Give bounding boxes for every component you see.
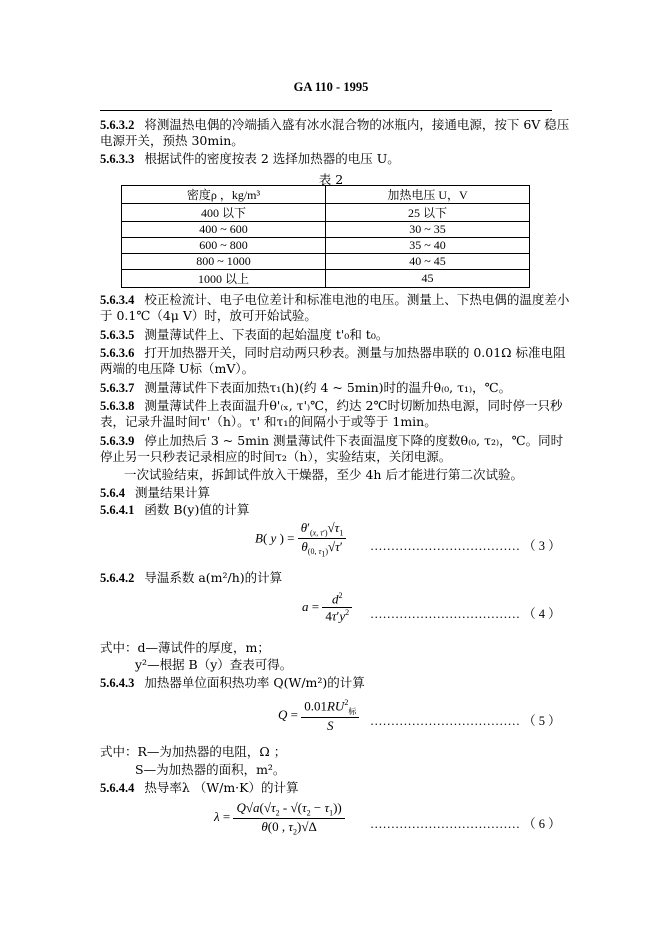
clause-number: 5.6.3.4 bbox=[100, 293, 135, 307]
column-header-density: 密度ρ ，kg/m³ bbox=[122, 186, 326, 204]
clause-number: 5.6.3.2 bbox=[100, 118, 135, 132]
voltage-cell: 30 ~ 35 bbox=[326, 222, 530, 238]
clause-5-6-3-2 bbox=[100, 117, 570, 149]
voltage-cell: 40 ~ 45 bbox=[326, 254, 530, 270]
clause-text: 测量薄试件下表面加热τ₁(h)(约 4 ~ 5min)时的温升θ₍₀, τ₁₎，℃。 bbox=[144, 380, 512, 395]
clause-5-6-4-3 bbox=[100, 675, 570, 691]
formula-4: a = $\frac{d^2}{4\tau'y^2}$ bbox=[302, 591, 632, 631]
page-header: GA 110 - 1995 bbox=[293, 80, 369, 94]
clause-5-6-3-6 bbox=[100, 345, 570, 377]
voltage-cell: 45 bbox=[326, 270, 530, 288]
clause-text: 导温系数 a(m²/h)的计算 bbox=[144, 570, 283, 585]
clause-text: 根据试件的密度按表 2 选择加热器的电压 U。 bbox=[144, 151, 400, 166]
table-caption: 表 2 bbox=[318, 172, 344, 187]
density-voltage-table bbox=[121, 185, 530, 288]
clause-number: 5.6.3.9 bbox=[100, 434, 135, 448]
where-r: 式中：R—为加热器的电阻，Ω ； bbox=[100, 744, 287, 759]
section-number: 5.6.4 bbox=[100, 486, 125, 500]
clause-number: 5.6.3.8 bbox=[100, 399, 135, 413]
clause-5-6-3-3 bbox=[100, 151, 570, 167]
density-cell: 400 以下 bbox=[122, 204, 326, 222]
clause-number: 5.6.4.1 bbox=[100, 503, 135, 517]
clause-number: 5.6.4.4 bbox=[100, 781, 135, 795]
header-rule bbox=[100, 110, 552, 111]
clause-text: 函数 B(y)值的计算 bbox=[144, 502, 250, 517]
formula-3-fraction: $\frac{\theta'_{(x, \tau')}√\tau_1}{\theta_{(0, \tau_1)}√\tau'}$ bbox=[298, 520, 347, 559]
clause-text: 加热器单位面积热功率 Q(W/m²)的计算 bbox=[144, 675, 365, 690]
clause-text: 校正检流计、电子电位差计和标准电池的电压。测量上、下热电偶的温度差小于 0.1℃（4μ V）时，放可开始试验。 bbox=[100, 292, 570, 323]
equation-number: （ 3 ） bbox=[523, 539, 561, 553]
table-row bbox=[122, 204, 530, 222]
formula-6-fraction: $\frac{Q√a(√\tau_2 - √(\tau_2 - \tau_1))}{\theta(0 , \tau_2)√\Delta}$ bbox=[233, 800, 344, 836]
clause-text: 打开加热器开关，同时启动两只秒表。测量与加热器串联的 0.01Ω 标准电阻两端的电压降 U标（mV）。 bbox=[100, 345, 566, 376]
formula-4-leader: ……………………………… （ 4 ） bbox=[370, 607, 561, 621]
table-row bbox=[122, 270, 530, 288]
density-cell: 400 ~ 600 bbox=[122, 222, 326, 238]
formula-5: Q = $\frac{0.01RU^2_标}{S}$ bbox=[278, 698, 608, 738]
where-d: 式中：d—薄试件的厚度，m； bbox=[100, 640, 270, 655]
density-cell: 600 ~ 800 bbox=[122, 238, 326, 254]
clause-text: 将测温热电偶的冷端插入盛有冰水混合物的冰瓶内，接通电源，按下 6V 稳压电源开关，预热 30min。 bbox=[100, 117, 570, 148]
voltage-cell: 25 以下 bbox=[326, 204, 530, 222]
clause-5-6-3-8 bbox=[100, 398, 570, 430]
formula-6: λ = $\frac{Q√a(√\tau_2 - √(\tau_2 - \tau_1))}{\theta(0 , \tau_2)√\Delta}$ bbox=[214, 800, 544, 840]
clause-number: 5.6.3.6 bbox=[100, 346, 135, 360]
clause-text: 热导率λ （W/m·K）的计算 bbox=[144, 780, 299, 795]
section-5-6-4 bbox=[100, 485, 570, 501]
clause-number: 5.6.3.3 bbox=[100, 152, 135, 166]
clause-5-6-4-4 bbox=[100, 780, 570, 796]
equation-number: （ 6 ） bbox=[523, 817, 561, 831]
table-header-row bbox=[122, 186, 530, 204]
table-row bbox=[122, 238, 530, 254]
clause-5-6-3-4 bbox=[100, 292, 570, 324]
formula-3-leader: ……………………………… （ 3 ） bbox=[370, 539, 561, 553]
clause-5-6-3-9 bbox=[100, 433, 570, 465]
formula-4-fraction: $\frac{d^2}{4\tau'y^2}$ bbox=[322, 591, 352, 625]
density-cell: 1000 以上 bbox=[122, 270, 326, 288]
clause-text: 测量薄试件上、下表面的起始温度 t'₀和 t₀。 bbox=[144, 327, 389, 342]
clause-number: 5.6.3.7 bbox=[100, 381, 135, 395]
voltage-cell: 35 ~ 40 bbox=[326, 238, 530, 254]
equation-number: （ 5 ） bbox=[523, 714, 561, 728]
where-y2: y²—根据 B（y）查表可得。 bbox=[135, 657, 293, 672]
density-cell: 800 ~ 1000 bbox=[122, 254, 326, 270]
clause-5-6-4-1 bbox=[100, 502, 570, 518]
table-row bbox=[122, 222, 530, 238]
table-row bbox=[122, 254, 530, 270]
clause-5-6-3-7 bbox=[100, 380, 570, 396]
clause-text: 测量薄试件上表面温升θ'₍ₓ, τ'₎℃，约达 2℃时切断加热电源，同时停一只秒表，记录升温时间τ'（h）。τ' 和τ₁的间隔小于或等于 1min。 bbox=[100, 398, 563, 429]
where-s: S—为加热器的面积，m²。 bbox=[135, 762, 286, 777]
formula-5-fraction: $\frac{0.01RU^2_标}{S}$ bbox=[301, 698, 359, 734]
equation-number: （ 4 ） bbox=[523, 607, 561, 621]
clause-number: 5.6.3.5 bbox=[100, 328, 135, 342]
formula-3: B( y ) = $\frac{\theta'_{(x, \tau')}√\tau_1}{\theta_{(0, \tau_1)}√\tau'}$ bbox=[255, 520, 585, 560]
formula-5-leader: ……………………………… （ 5 ） bbox=[370, 714, 561, 728]
section-title: 测量结果计算 bbox=[135, 485, 211, 500]
formula-6-leader: ……………………………… （ 6 ） bbox=[370, 817, 561, 831]
test-end-note: 一次试验结束，拆卸试件放入干燥器，至少 4h 后才能进行第二次试验。 bbox=[124, 467, 523, 482]
clause-text: 停止加热后 3 ~ 5min 测量薄试件下表面温度下降的度数θ₍₀, τ₂₎，℃。同时停止另一只秒表记录相应的时间τ₂（h），实验结束，关闭电源。 bbox=[100, 433, 564, 464]
clause-5-6-4-2 bbox=[100, 570, 570, 586]
clause-5-6-3-5 bbox=[100, 327, 570, 343]
column-header-voltage: 加热电压 U，V bbox=[326, 186, 530, 204]
clause-number: 5.6.4.3 bbox=[100, 676, 135, 690]
clause-number: 5.6.4.2 bbox=[100, 571, 135, 585]
